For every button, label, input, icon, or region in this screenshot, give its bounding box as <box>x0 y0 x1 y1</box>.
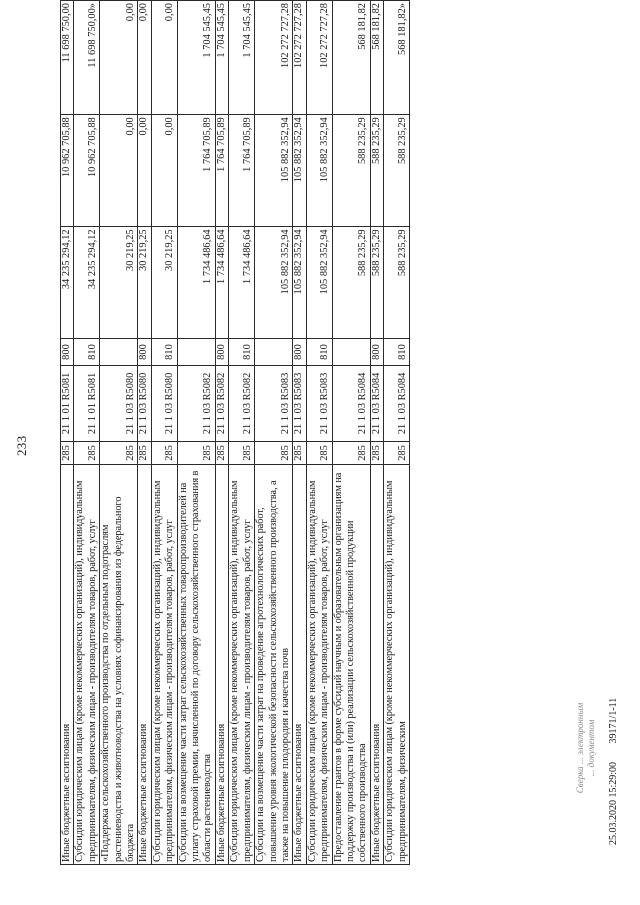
row-grbs-code: 285 <box>215 441 228 465</box>
row-sum-year-2: 1 764 705,89 <box>229 115 255 227</box>
row-description: Иные бюджетные ассигнования <box>293 465 306 865</box>
row-description: Предоставление грантов в форме субсидий научным и образовательным организациям на поддержку производства и (или) реализации сельскохозяйственной продукции собственного производства <box>332 465 370 865</box>
table-row <box>177 1 215 865</box>
row-expense-type <box>177 338 215 365</box>
row-sum-year-1: 30 219,25 <box>151 227 177 338</box>
stamp-line-1: Сверка ... электронным <box>575 702 585 794</box>
row-description: Иные бюджетные ассигнования <box>138 465 151 865</box>
row-sum-year-2: 10 962 705,88 <box>74 115 100 227</box>
page-number: 233 <box>14 435 29 456</box>
table-row <box>293 1 306 865</box>
row-sum-year-1: 30 219,25 <box>138 227 151 338</box>
table-row <box>61 1 74 865</box>
row-description: Иные бюджетные ассигнования <box>370 465 383 865</box>
row-expense-type <box>255 338 293 365</box>
row-grbs-code: 285 <box>255 441 293 465</box>
row-sum-year-3: 0,00 <box>151 1 177 115</box>
table-row <box>306 1 332 865</box>
row-sum-year-3: 102 272 727,28 <box>306 1 332 115</box>
row-target-article: 21 1 03 R5082 <box>215 366 228 441</box>
row-sum-year-1: 1 734 486,64 <box>215 227 228 338</box>
row-sum-year-3: 568 181,82 <box>332 1 370 115</box>
row-target-article: 21 1 03 R5084 <box>384 366 410 441</box>
footer-doc-id: 39171/1-11 <box>608 697 619 744</box>
row-description: Субсидии юридическим лицам (кроме некоммерческих организаций), индивидуальным предпринимателям, физическим лицам - производителям товаров, работ, услуг <box>306 465 332 865</box>
row-target-article: 21 1 03 R5080 <box>138 366 151 441</box>
row-target-article: 21 1 03 R5080 <box>100 366 138 441</box>
row-sum-year-2: 588 235,29 <box>332 115 370 227</box>
row-sum-year-1: 105 882 352,94 <box>255 227 293 338</box>
row-sum-year-3: 568 181,82» <box>384 1 410 115</box>
row-sum-year-2: 0,00 <box>151 115 177 227</box>
row-target-article: 21 1 03 R5083 <box>306 366 332 441</box>
row-target-article: 21 1 03 R5080 <box>151 366 177 441</box>
row-grbs-code: 285 <box>306 441 332 465</box>
table-row <box>370 1 383 865</box>
row-sum-year-2: 588 235,29 <box>370 115 383 227</box>
row-sum-year-3: 102 272 727,28 <box>255 1 293 115</box>
row-sum-year-2: 0,00 <box>100 115 138 227</box>
row-target-article: 21 1 01 R5081 <box>61 366 74 441</box>
row-sum-year-1: 588 235,29 <box>384 227 410 338</box>
row-target-article: 21 1 03 R5084 <box>332 366 370 441</box>
row-sum-year-1: 1 734 486,64 <box>229 227 255 338</box>
row-expense-type: 810 <box>306 338 332 365</box>
table-row <box>229 1 255 865</box>
row-target-article: 21 1 03 R5083 <box>255 366 293 441</box>
row-sum-year-1: 105 882 352,94 <box>306 227 332 338</box>
row-target-article: 21 1 01 R5081 <box>74 366 100 441</box>
row-description: Субсидии на возмещение части затрат на проведение агротехнологических работ, повышение уровня экологической безопасности сельскохозяйственного производства, а также на повышение плодородия и качества почв <box>255 465 293 865</box>
row-expense-type: 800 <box>293 338 306 365</box>
row-expense-type <box>100 338 138 365</box>
row-description: Иные бюджетные ассигнования <box>215 465 228 865</box>
row-target-article: 21 1 03 R5082 <box>229 366 255 441</box>
row-description: Субсидии на возмещение части затрат сельскохозяйственных товаропроизводителей на уплату страховой премии, начисленной по договору сельскохозяйственного страхования в области растениеводства <box>177 465 215 865</box>
row-sum-year-1: 105 882 352,94 <box>293 227 306 338</box>
row-sum-year-1: 34 235 294,12 <box>61 227 74 338</box>
row-expense-type: 810 <box>74 338 100 365</box>
stamp-line-2: ... документом <box>586 719 596 777</box>
row-sum-year-3: 1 704 545,45 <box>177 1 215 115</box>
row-expense-type: 800 <box>215 338 228 365</box>
row-sum-year-2: 1 764 705,89 <box>215 115 228 227</box>
row-grbs-code: 285 <box>332 441 370 465</box>
row-sum-year-2: 105 882 352,94 <box>255 115 293 227</box>
row-expense-type: 810 <box>151 338 177 365</box>
row-sum-year-3: 11 698 750,00 <box>61 1 74 115</box>
row-expense-type <box>332 338 370 365</box>
row-sum-year-2: 10 962 705,88 <box>61 115 74 227</box>
row-description: «Поддержка сельскохозяйственного производства по отдельным подотраслям растениеводства и животноводства на условиях софинансирования из федерального бюджета <box>100 465 138 865</box>
row-grbs-code: 285 <box>293 441 306 465</box>
footer-datetime: 25.03.2020 15:29:00 <box>608 761 619 845</box>
row-grbs-code: 285 <box>384 441 410 465</box>
row-expense-type: 800 <box>370 338 383 365</box>
row-grbs-code: 285 <box>151 441 177 465</box>
row-sum-year-2: 588 235,29 <box>384 115 410 227</box>
row-sum-year-3: 1 704 545,45 <box>215 1 228 115</box>
row-description: Субсидии юридическим лицам (кроме некоммерческих организаций), индивидуальным предпринимателям, физическим лицам - производителям товаров, работ, услуг <box>74 465 100 865</box>
row-sum-year-2: 105 882 352,94 <box>293 115 306 227</box>
row-expense-type: 810 <box>229 338 255 365</box>
table-row <box>255 1 293 865</box>
row-sum-year-2: 0,00 <box>138 115 151 227</box>
table-row <box>100 1 138 865</box>
row-sum-year-2: 1 764 705,89 <box>177 115 215 227</box>
row-target-article: 21 1 03 R5082 <box>177 366 215 441</box>
row-expense-type: 800 <box>138 338 151 365</box>
row-sum-year-1: 1 734 486,64 <box>177 227 215 338</box>
row-description: Иные бюджетные ассигнования <box>61 465 74 865</box>
row-grbs-code: 285 <box>74 441 100 465</box>
table-row <box>384 1 410 865</box>
row-grbs-code: 285 <box>229 441 255 465</box>
row-sum-year-3: 568 181,82 <box>370 1 383 115</box>
table-row <box>151 1 177 865</box>
row-grbs-code: 285 <box>100 441 138 465</box>
verification-stamp <box>575 663 597 833</box>
row-grbs-code: 285 <box>61 441 74 465</box>
row-sum-year-3: 102 272 727,28 <box>293 1 306 115</box>
row-sum-year-3: 11 698 750,00» <box>74 1 100 115</box>
footer <box>608 682 619 845</box>
row-expense-type: 800 <box>61 338 74 365</box>
row-sum-year-3: 0,00 <box>100 1 138 115</box>
row-sum-year-3: 0,00 <box>138 1 151 115</box>
row-target-article: 21 1 03 R5083 <box>293 366 306 441</box>
table-row <box>332 1 370 865</box>
table-row <box>215 1 228 865</box>
table-row <box>74 1 100 865</box>
row-grbs-code: 285 <box>177 441 215 465</box>
row-grbs-code: 285 <box>138 441 151 465</box>
row-target-article: 21 1 03 R5084 <box>370 366 383 441</box>
row-sum-year-1: 588 235,29 <box>332 227 370 338</box>
row-description: Субсидии юридическим лицам (кроме некоммерческих организаций), индивидуальным предпринимателям, физическим лицам - производителям товаров, работ, услуг <box>151 465 177 865</box>
table-row <box>138 1 151 865</box>
row-sum-year-1: 30 219,25 <box>100 227 138 338</box>
row-description: Субсидии юридическим лицам (кроме некоммерческих организаций), индивидуальным предпринимателям, физическим <box>384 465 410 865</box>
row-grbs-code: 285 <box>370 441 383 465</box>
budget-table <box>60 0 410 865</box>
row-sum-year-3: 1 704 545,45 <box>229 1 255 115</box>
row-expense-type: 810 <box>384 338 410 365</box>
row-sum-year-2: 105 882 352,94 <box>306 115 332 227</box>
row-description: Субсидии юридическим лицам (кроме некоммерческих организаций), индивидуальным предпринимателям, физическим лицам - производителям товаров, работ, услуг <box>229 465 255 865</box>
row-sum-year-1: 34 235 294,12 <box>74 227 100 338</box>
row-sum-year-1: 588 235,29 <box>370 227 383 338</box>
